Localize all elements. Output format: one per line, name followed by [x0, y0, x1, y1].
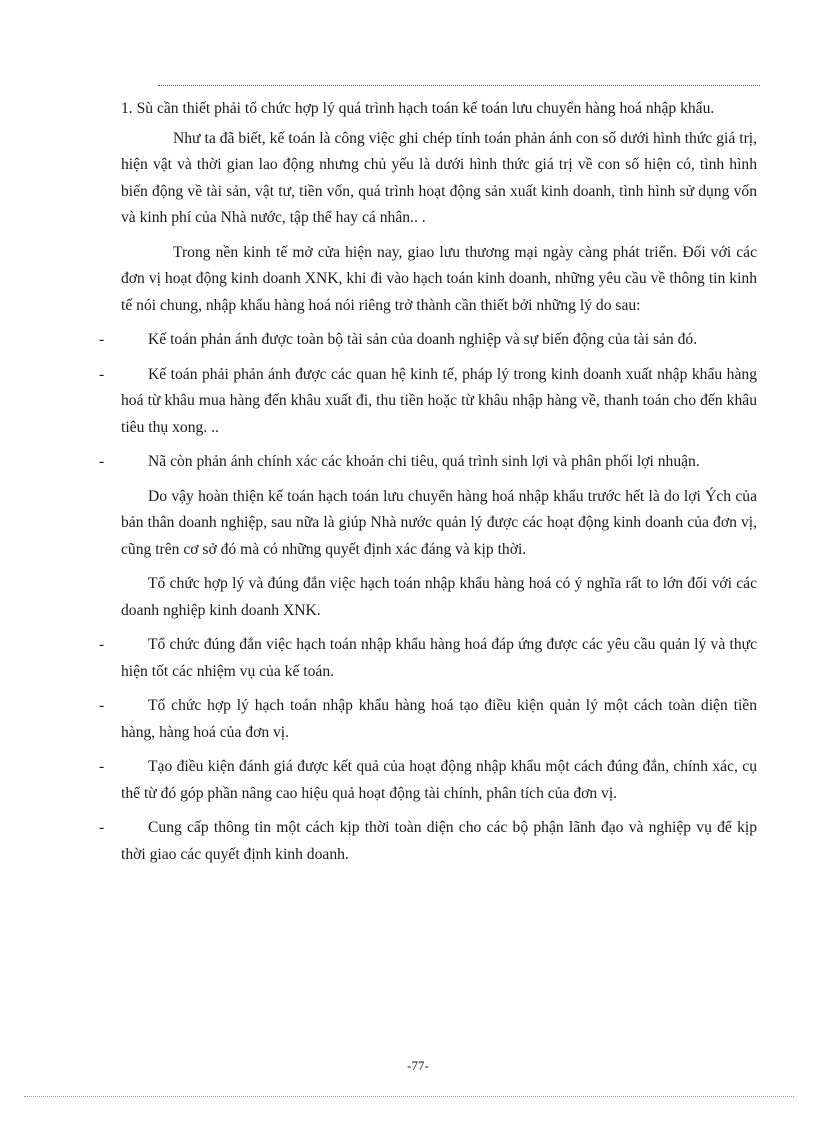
bullet-item: [99, 754, 757, 807]
bullet-item: [99, 632, 757, 685]
section-heading: 1. Sù cần thiết phải tổ chức hợp lý quá trình hạch toán kế toán lưu chuyển hàng hoá nhập khẩu.: [121, 100, 715, 117]
bullet-text: Tổ chức đúng đắn việc hạch toán nhập khẩu hàng hoá đáp ứng được các yêu cầu quản lý và thực hiện tốt các nhiệm vụ của kế toán.: [121, 636, 757, 680]
bullet-text: Kế toán phải phản ánh được các quan hệ kinh tế, pháp lý trong kinh doanh xuất nhập khẩu hàng hoá từ khâu mua hàng đến khâu xuất đi, thu tiền hoặc từ khâu nhập hàng về, thanh toán cho đến khâu tiêu thụ xong. ..: [121, 365, 757, 436]
bullet-dash: -: [99, 331, 105, 348]
bullet-text: Tổ chức hợp lý hạch toán nhập khẩu hàng hoá tạo điều kiện quản lý một cách toàn diện tiền hàng, hàng hoá của đơn vị.: [121, 697, 757, 741]
footer-dotted-rule: [24, 1096, 794, 1097]
body-paragraph: Trong nền kinh tế mở cửa hiện nay, giao lưu thương mại ngày càng phát triển. Đối với các đơn vị hoạt động kinh doanh XNK, khi đi vào hạch toán kinh doanh, những yêu cầu về thông tin kinh tế nói chung, nhập khẩu hàng hoá nói riêng trở thành cần thiết bởi những lý do sau:: [121, 243, 757, 314]
header-dotted-rule: [158, 85, 760, 86]
body-paragraph: Như ta đã biết, kế toán là công việc ghi chép tính toán phản ánh con số dưới hình thức giá trị, hiện vật và thời gian lao động nhưng chủ yếu là dưới hình thức giá trị về con số hiện có, tình hình biến động về tài sản, vật tư, tiền vốn, quá trình hoạt động sản xuất kinh doanh, tình hình sử dụng vốn và kinh phí của Nhà nước, tập thể hay cá nhân.. .: [121, 129, 757, 226]
bullet-dash: -: [99, 758, 105, 775]
document-body: [99, 96, 757, 876]
bullet-text: Kế toán phản ánh được toàn bộ tài sản của doanh nghiệp và sự biến động của tài sản đó.: [148, 331, 698, 348]
bullet-text: Nã còn phản ánh chính xác các khoản chi tiêu, quá trình sinh lợi và phân phối lợi nhuận.: [148, 453, 700, 470]
bullet-dash: -: [99, 365, 105, 383]
bullet-dash: -: [99, 697, 105, 714]
bullet-item: [99, 693, 757, 746]
bullet-text: Tạo điều kiện đánh giá được kết quả của hoạt động nhập khẩu một cách đúng đắn, chính xác, cụ thể từ đó góp phần nâng cao hiệu quả hoạt động tài chính, phân tích của đơn vị.: [121, 758, 757, 802]
bullet-text: Cung cấp thông tin một cách kịp thời toàn diện cho các bộ phận lãnh đạo và nghiệp vụ để kịp thời giao các quyết định kinh doanh.: [121, 819, 757, 863]
bullet-item: [99, 362, 757, 442]
bullet-item: [99, 815, 757, 868]
bullet-dash: -: [99, 453, 105, 470]
body-paragraph: Tổ chức hợp lý và đúng đắn việc hạch toán nhập khẩu hàng hoá có ý nghĩa rất to lớn đối với các doanh nghiệp kinh doanh XNK.: [121, 575, 757, 619]
body-paragraph: Do vậy hoàn thiện kế toán hạch toán lưu chuyển hàng hoá nhập khẩu trước hết là do lợi Ých của bản thân doanh nghiệp, sau nữa là giúp Nhà nước quản lý được các hoạt động kinh doanh của đơn vị, cũng trên cơ sở đó mà có những quyết định xác đáng và kịp thời.: [121, 487, 757, 558]
bullet-dash: -: [99, 819, 105, 836]
bullet-item: [99, 449, 757, 476]
bullet-dash: -: [99, 636, 105, 653]
bullet-item: [99, 327, 757, 354]
page-number: -77-: [407, 1058, 429, 1073]
